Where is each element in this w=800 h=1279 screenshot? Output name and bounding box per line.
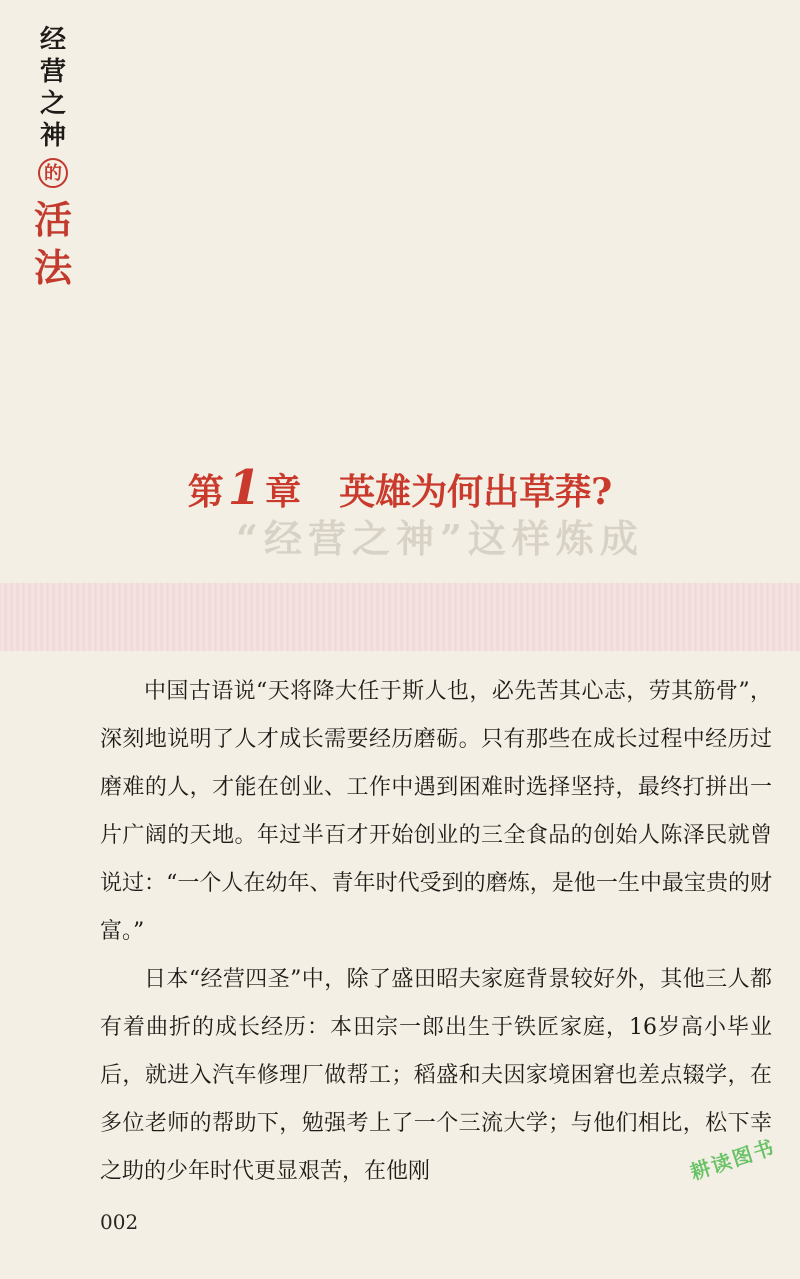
book-title-red-char: 法 (33, 245, 72, 290)
chapter-heading (0, 460, 800, 516)
body-text (100, 668, 772, 1196)
book-title-red-char: 活 (33, 197, 72, 242)
chapter-suffix: 章 (265, 471, 302, 513)
watermark-stamp: 耕读图书 (687, 1134, 779, 1185)
book-title-char: 神 (39, 121, 66, 151)
show-through-text: “经营之神”这样炼成 (236, 516, 644, 561)
page-number: 002 (100, 1210, 139, 1234)
chapter-prefix: 第 (187, 471, 224, 513)
decorative-band (0, 583, 800, 651)
chapter-number: 1 (227, 460, 262, 516)
book-title-vertical (30, 24, 76, 292)
book-title-circle-char: 的 (38, 158, 68, 188)
chapter-title-text: 英雄为何出草莽? (339, 471, 613, 513)
book-title-char: 之 (39, 89, 66, 119)
book-title-char: 经 (39, 25, 66, 55)
paragraph: 中国古语说“天将降大任于斯人也，必先苦其心志，劳其筋骨”，深刻地说明了人才成长需要经历磨砺。只有那些在成长过程中经历过磨难的人，才能在创业、工作中遇到困难时选择坚持，最终打拼出一片广阔的天地。年过半百才开始创业的三全食品的创始人陈泽民就曾说过：“一个人在幼年、青年时代受到的磨炼，是他一生中最宝贵的财富。” (100, 679, 772, 944)
book-title-char: 营 (39, 57, 66, 87)
paragraph: 日本“经营四圣”中，除了盛田昭夫家庭背景较好外，其他三人都有着曲折的成长经历：本田宗一郎出生于铁匠家庭，16岁高小毕业后，就进入汽车修理厂做帮工；稻盛和夫因家境困窘也差点辍学，在多位老师的帮助下，勉强考上了一个三流大学；与他们相比，松下幸之助的少年时代更显艰苦，在他刚 (100, 967, 772, 1184)
